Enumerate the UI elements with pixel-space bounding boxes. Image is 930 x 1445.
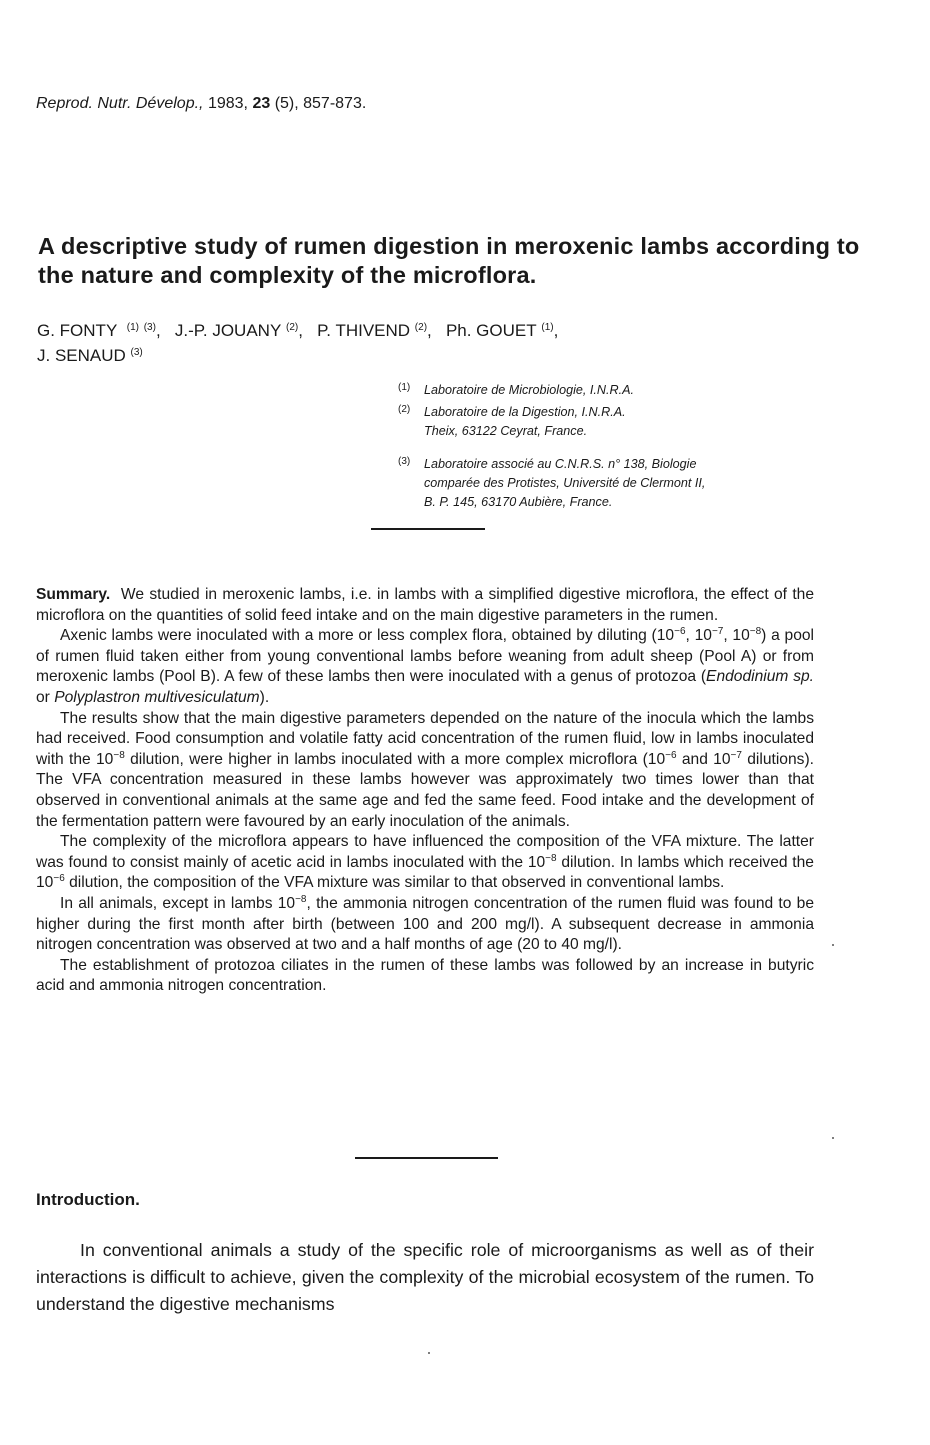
author: J.-P. JOUANY <box>174 321 282 340</box>
summary-paragraph: The complexity of the microflora appears to have influenced the composition of the VFA mixture. The latter was found to consist mainly of acetic acid in lambs inoculated with the $10^{-8}$ dilution. In lambs which received the $10^{-6}$ dilution, the composition of the VFA mixture was similar to that observed in conventional lambs. <box>36 833 814 892</box>
scan-speck <box>832 944 834 946</box>
journal-name: Reprod. Nutr. Dévelop., <box>36 95 204 112</box>
paper-title: A descriptive study of rumen digestion in meroxenic lambs according to the nature and complexity of the microflora. <box>38 233 860 288</box>
journal-year: 1983, <box>207 95 248 112</box>
summary-paragraph: The establishment of protozoa ciliates in the rumen of these lambs was followed by an increase in butyric acid and ammonia nitrogen concentration. <box>36 956 814 995</box>
summary-paragraph: Axenic lambs were inoculated with a more or less complex flora, obtained by diluting ($10^{-6}$, $10^{-7}$, $10^{-8}$) a pool of rumen fluid taken either from young conventional lambs before weaning from adult sheep (Pool A) or from meroxenic lambs (Pool B). A few of these lambs then were inoculated with a genus of protozoa (Endodinium sp. or Polyplastron multivesiculatum). <box>36 626 814 706</box>
affiliation-line: Laboratoire associé au C.N.R.S. n° 138, Biologie <box>424 457 697 471</box>
introduction-section <box>36 1237 814 1318</box>
author-mark: (2) <box>286 322 299 333</box>
affiliation-block-1 <box>398 378 634 441</box>
affiliation-line: Laboratoire de la Digestion, I.N.R.A. <box>424 405 626 419</box>
author-mark: (2) <box>414 322 428 333</box>
author-mark: (1) <box>126 322 139 333</box>
scan-speck <box>428 1352 430 1354</box>
author-mark: (3) <box>130 347 143 358</box>
summary-heading: Summary. <box>36 586 111 603</box>
author-mark: (1) <box>541 322 554 333</box>
author-line-1: G. FONTY $^{(1)}$ $^{(3)}$, J.-P. JOUANY $^{(2)}$, P. THIVEND $^{(2)}$, Ph. GOUET $^{(1)}$, <box>37 321 559 340</box>
summary-paragraph: In all animals, except in lambs $10^{-8}$, the ammonia nitrogen concentration of the rumen fluid was found to be higher during the first month after birth (between 100 and 200 mg/l). A subsequent decrease in ammonia nitrogen concentration was observed at two and a half months of age (20 to 40 mg/l). <box>36 893 814 954</box>
author: G. FONTY <box>37 321 118 340</box>
author-mark: (3) <box>143 322 156 333</box>
author: Ph. GOUET <box>445 321 537 340</box>
journal-volume: 23 <box>252 95 271 112</box>
journal-issue-pages: (5), 857-873. <box>274 95 367 112</box>
introduction-paragraph: In conventional animals a study of the specific role of microorganisms as well as of their interactions is difficult to achieve, given the complexity of the microbial ecosystem of the rumen. To understand the digestive mechanisms <box>36 1240 814 1314</box>
scan-speck <box>832 1137 834 1139</box>
genus-name: Polyplastron multivesiculatum <box>54 688 260 706</box>
summary-section <box>36 585 814 997</box>
summary-paragraph: Summary. We studied in meroxenic lambs, i.e. in lambs with a simplified digestive microflora, the effect of the microflora on the quantities of solid feed intake and on the main digestive parameters in the rumen. <box>36 586 814 624</box>
divider <box>355 1157 498 1159</box>
author-list <box>37 318 837 368</box>
affiliation-line: B. P. 145, 63170 Aubière, France. <box>424 495 613 509</box>
author: J. SENAUD <box>37 346 126 365</box>
affiliation-block-2 <box>398 452 705 512</box>
genus-name: Endodinium sp. <box>706 668 814 686</box>
author-line-2 <box>37 343 837 368</box>
affiliation-number: (2) <box>398 404 411 415</box>
affiliation-line: Laboratoire de Microbiologie, I.N.R.A. <box>424 383 634 397</box>
introduction-heading: Introduction. <box>36 1190 140 1209</box>
summary-paragraph: The results show that the main digestive parameters depended on the nature of the inocula which the lambs had received. Food consumption and volatile fatty acid concentration of the rumen fluid, low in lambs inoculated with the $10^{-8}$ dilution, were higher in lambs inoculated with a more complex microflora ($10^{-6}$ and $10^{-7}$ dilutions). The VFA concentration measured in these lambs however was approximately two times lower than that observed in conventional animals at the same age and fed the same feed. Food intake and the development of the fermentation pattern were favoured by an early inoculation of the animals. <box>36 709 814 830</box>
affiliation-number: (3) <box>398 456 411 467</box>
affiliation-line: comparée des Protistes, Université de Clermont II, <box>424 476 706 490</box>
journal-citation <box>36 95 366 113</box>
affiliation-line: Theix, 63122 Ceyrat, France. <box>424 424 588 438</box>
affiliation-number: (1) <box>398 382 411 393</box>
divider <box>371 528 485 530</box>
author: P. THIVEND <box>317 321 411 340</box>
